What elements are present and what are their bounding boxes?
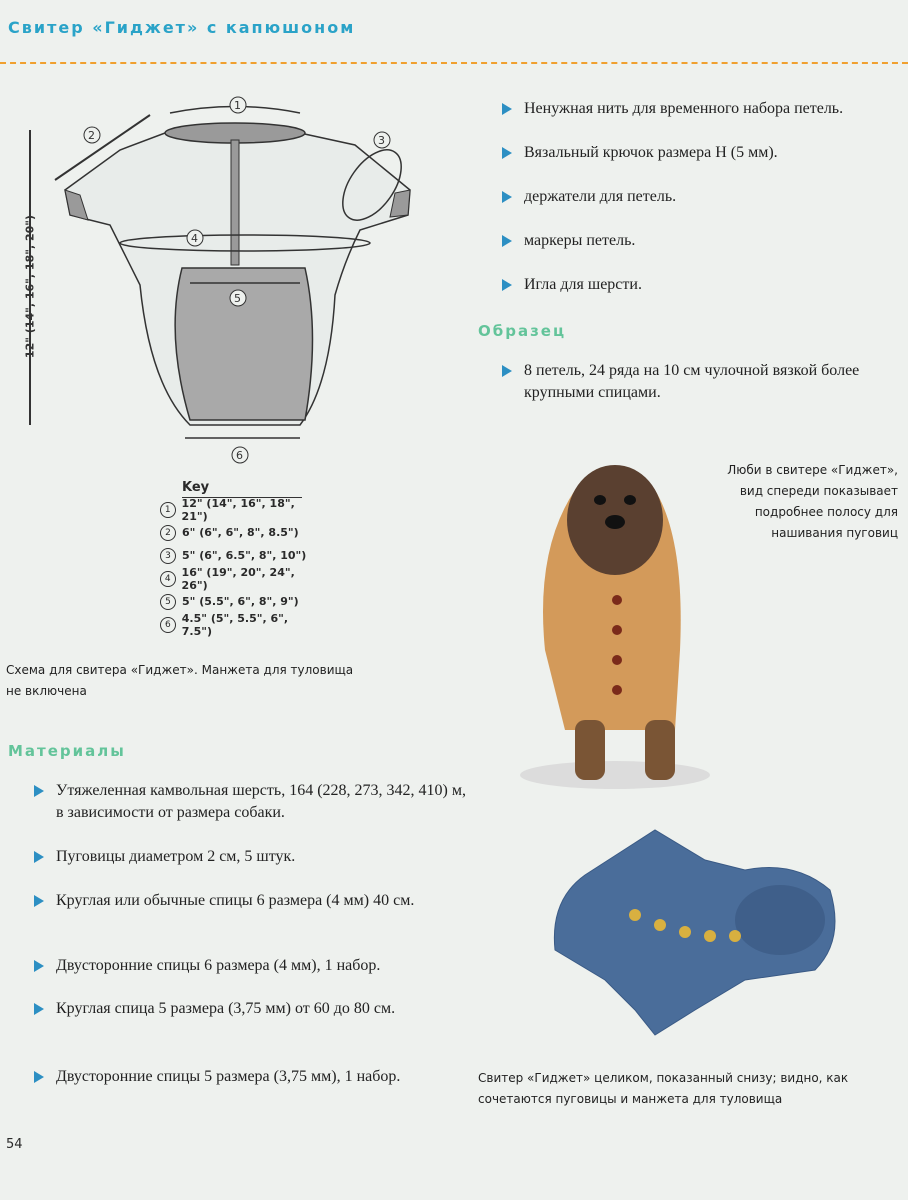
marker-6: [232, 447, 248, 463]
key-value: 12" (14", 16", 18", 21"): [181, 496, 295, 523]
header-divider: [0, 62, 908, 64]
key-number: 2: [160, 525, 176, 541]
tools-item: держатели для петель.: [500, 186, 908, 208]
materials-item: Двусторонние спицы 6 размера (4 мм), 1 набор.: [32, 955, 466, 977]
key-row: [160, 590, 320, 613]
dog-photo-caption: Люби в свитере «Гиджет», вид спереди показывает подробнее полосу для нашивания пуговиц: [727, 463, 898, 540]
gauge-text: 8 петель, 24 ряда на 10 см чулочной вязкой более крупными спицами.: [500, 360, 904, 404]
marker-2: [84, 127, 100, 143]
key-number: 1: [160, 502, 176, 518]
materials-item: Двусторонние спицы 5 размера (3,75 мм), 1 набор.: [32, 1066, 466, 1088]
tools-item: маркеры петель.: [500, 230, 908, 252]
marker-4: [187, 230, 203, 246]
materials-item: Круглая или обычные спицы 6 размера (4 мм) 40 см.: [32, 890, 466, 912]
key-value: 5" (5.5", 6", 8", 9"): [182, 595, 299, 608]
key-value: 5" (6", 6.5", 8", 10"): [182, 549, 307, 562]
svg-text:3: 3: [378, 134, 385, 147]
key-number: 6: [160, 617, 176, 633]
tools-item: Ненужная нить для временного набора петель.: [500, 98, 908, 120]
page-header-title: Свитер «Гиджет» с капюшоном: [8, 18, 356, 37]
key-value: 6" (6", 6", 8", 8.5"): [182, 526, 299, 539]
key-row: [160, 521, 320, 544]
materials-item: Пуговицы диаметром 2 см, 5 штук.: [32, 846, 466, 868]
tools-item: Вязальный крючок размера H (5 мм).: [500, 142, 908, 164]
materials-heading: Материалы: [8, 742, 126, 760]
sweater-schematic: [0, 85, 420, 475]
dog-photo: [505, 430, 725, 800]
marker-1: [230, 97, 246, 113]
diagram-caption: Схема для свитера «Гиджет». Манжета для туловища не включена: [6, 663, 354, 698]
marker-3: [374, 132, 390, 148]
gauge-heading: Образец: [478, 322, 567, 340]
key-number: 3: [160, 548, 176, 564]
svg-text:6: 6: [236, 449, 243, 462]
key-number: 5: [160, 594, 176, 610]
svg-text:1: 1: [234, 99, 241, 112]
belly-panel: [175, 268, 312, 420]
key-row: [160, 567, 320, 590]
materials-item: Круглая спица 5 размера (3,75 мм) от 60 до 80 см.: [32, 998, 466, 1020]
key-row: [160, 613, 320, 636]
page-number: 54: [6, 1137, 23, 1152]
svg-text:4: 4: [191, 232, 198, 245]
key-value: 4.5" (5", 5.5", 6", 7.5"): [181, 611, 289, 638]
sweater-photo: [545, 820, 850, 1040]
sweater-photo-caption: Свитер «Гиджет» целиком, показанный снизу; видно, как сочетаются пуговицы и манжета для туловища: [478, 1071, 849, 1106]
key-row: [160, 498, 320, 521]
tools-item: Игла для шерсти.: [500, 274, 908, 296]
key-number: 4: [160, 571, 176, 587]
measurement-key: [160, 480, 320, 636]
key-row: [160, 544, 320, 567]
svg-text:2: 2: [88, 129, 95, 142]
center-bar: [231, 140, 239, 265]
marker-5: [230, 290, 246, 306]
key-value: 16" (19", 20", 24", 26"): [181, 565, 295, 592]
svg-text:5: 5: [234, 292, 241, 305]
materials-item: Утяжеленная камвольная шерсть, 164 (228, 273, 342, 410) м, в зависимости от размера собаки.: [32, 780, 466, 824]
height-label: 12" (14", 16", 18", 20"): [23, 214, 37, 359]
key-title: Key: [182, 480, 302, 498]
